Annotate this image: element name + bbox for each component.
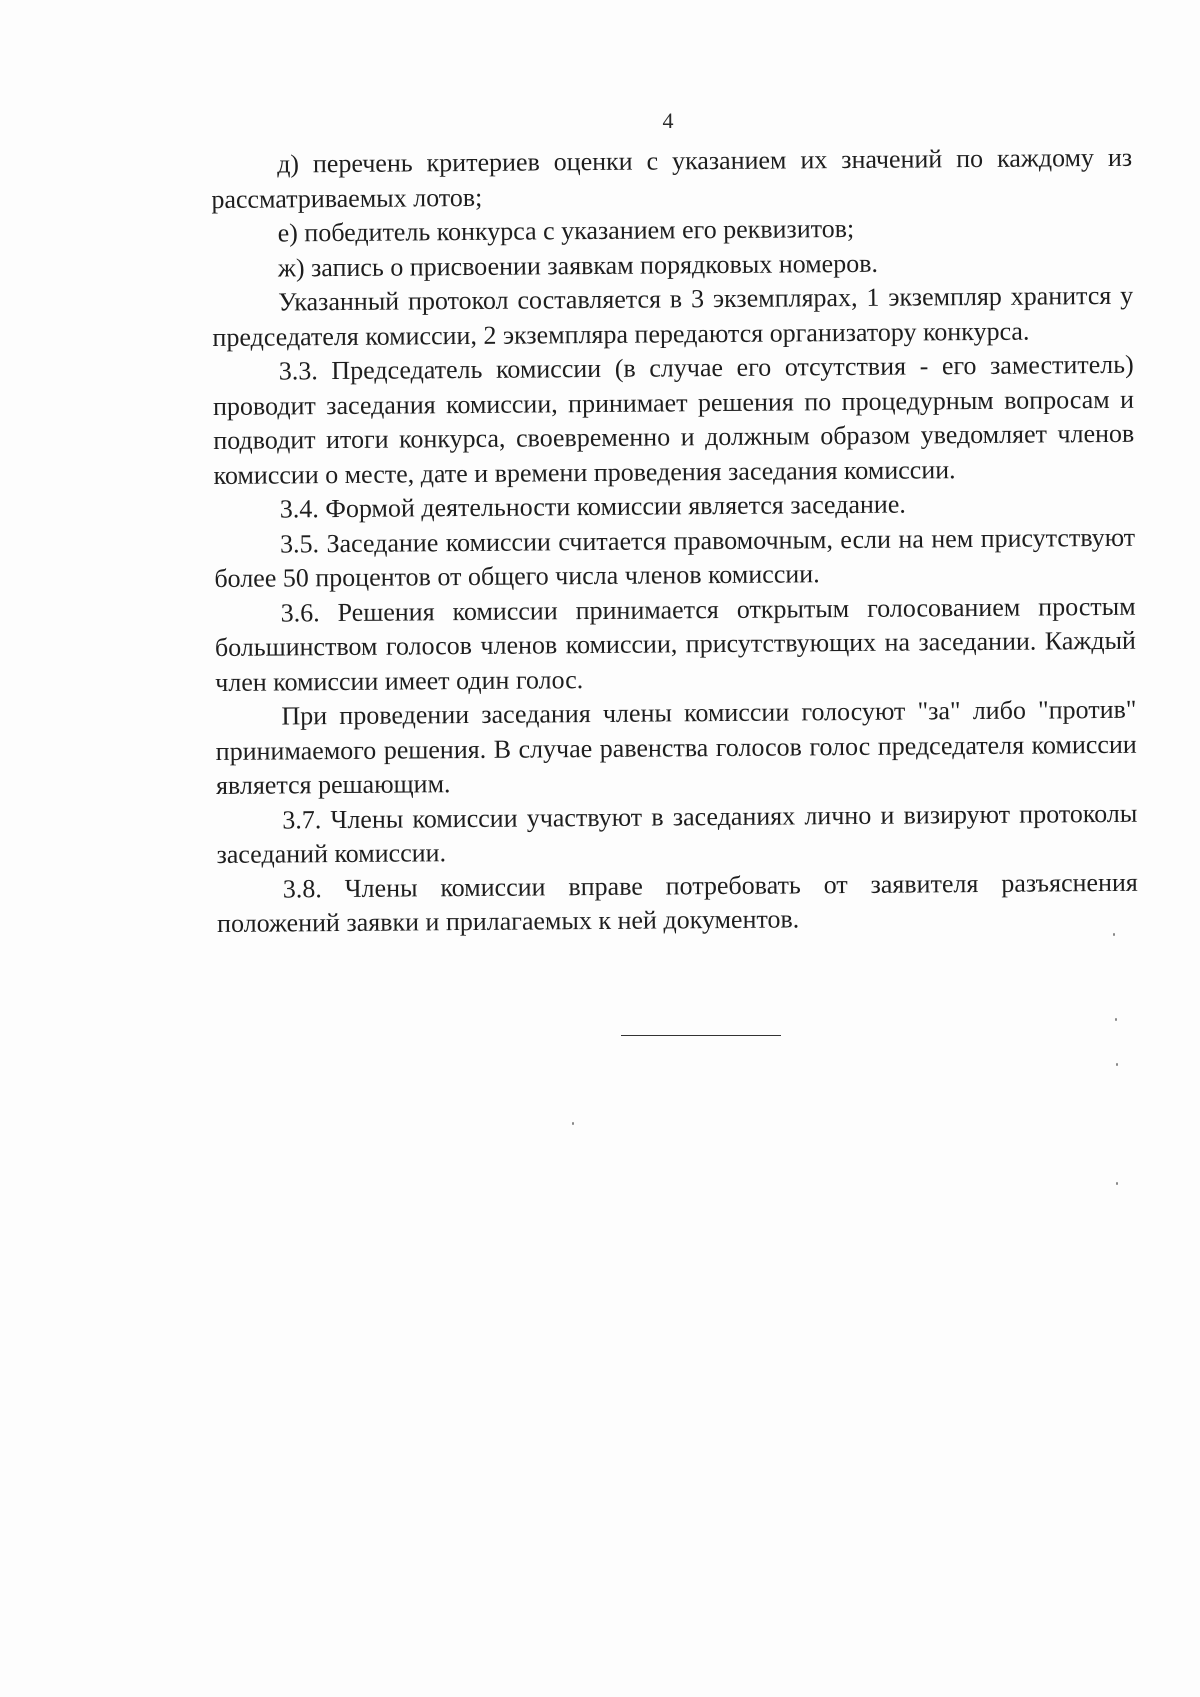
scan-speck bbox=[1113, 933, 1115, 936]
paragraph-winner: е) победитель конкурса с указанием его реквизитов; bbox=[277, 213, 855, 248]
end-separator-line bbox=[621, 1035, 781, 1036]
scan-speck bbox=[1116, 1182, 1118, 1185]
paragraph-voting: При проведении заседания члены комиссии голосуют "за" либо "против" принимаемого решения. В случае равенства голосов голос председателя комиссии является решающим. bbox=[215, 694, 1137, 800]
paragraph-3-5: 3.5. Заседание комиссии считается правомочным, если на нем присутствуют более 50 процентов от общего числа членов комиссии. bbox=[214, 522, 1136, 593]
page-number: 4 bbox=[662, 108, 674, 133]
paragraph-3-7: 3.7. Члены комиссии участвуют в заседаниях лично и визируют протоколы заседаний комиссии. bbox=[216, 798, 1138, 869]
scan-speck bbox=[1115, 1018, 1117, 1021]
paragraph-criteria-list: д) перечень критериев оценки с указанием их значений по каждому из рассматриваемых лотов; bbox=[211, 142, 1133, 214]
paragraph-3-6: 3.6. Решения комиссии принимается открытым голосованием простым большинством голосов членов комиссии, присутствующих на заседании. Каждый член комиссии имеет один голос. bbox=[214, 591, 1137, 697]
scan-speck bbox=[1116, 1063, 1118, 1066]
paragraph-numbering-record: ж) запись о присвоении заявкам порядковых номеров. bbox=[277, 248, 879, 282]
paragraph-3-4: 3.4. Формой деятельности комиссии является заседание. bbox=[279, 489, 906, 524]
paragraph-protocol-copies: Указанный протокол составляется в 3 экземплярах, 1 экземпляр хранится у председателя комиссии, 2 экземпляра передаются организатору конкурса. bbox=[212, 280, 1134, 352]
scan-speck bbox=[572, 1122, 574, 1125]
document-body bbox=[211, 141, 1138, 942]
paragraph-3-3: 3.3. Председатель комиссии (в случае его отсутствия - его заместитель) проводит заседания комиссии, принимает решения по процедурным вопросам и подводит итоги конкурса, своевременно и должным образом уведомляет членов комиссии о месте, дате и времени проведения заседания комиссии. bbox=[212, 349, 1135, 490]
paragraph-3-8: 3.8. Члены комиссии вправе потребовать от заявителя разъяснения положений заявки и прилагаемых к ней документов. bbox=[216, 867, 1138, 938]
